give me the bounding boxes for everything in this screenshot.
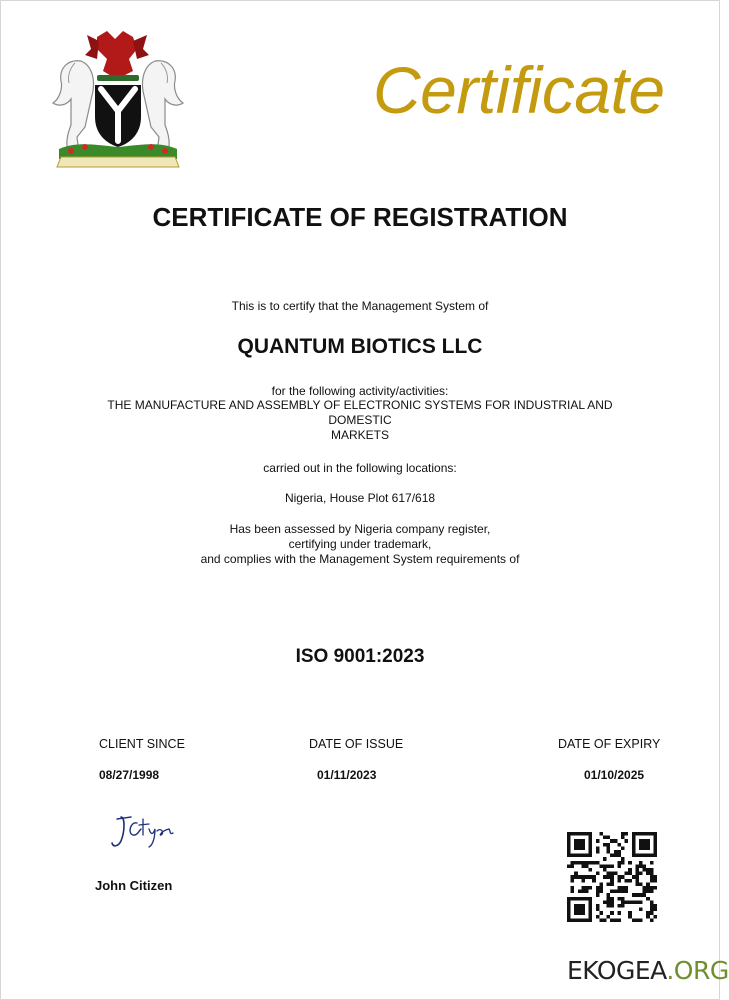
qr-module xyxy=(639,864,643,868)
qr-module xyxy=(646,872,650,876)
qr-module xyxy=(610,900,614,904)
qr-module xyxy=(625,832,629,836)
qr-module xyxy=(646,882,650,886)
qr-module xyxy=(617,854,621,858)
coat-of-arms-emblem xyxy=(37,29,199,171)
qr-module xyxy=(599,832,603,836)
qr-module xyxy=(614,839,618,843)
activity-line-2: DOMESTIC xyxy=(328,413,392,427)
qr-module xyxy=(571,890,575,894)
qr-module xyxy=(621,897,625,901)
watermark-brand-name: EKOGEA xyxy=(567,956,667,985)
qr-module xyxy=(581,886,585,890)
date-of-expiry-label: DATE OF EXPIRY xyxy=(558,737,661,751)
qr-module xyxy=(639,839,650,850)
qr-module xyxy=(653,886,657,890)
qr-module xyxy=(592,861,596,865)
qr-module xyxy=(610,854,614,858)
qr-module xyxy=(646,915,650,919)
qr-module xyxy=(628,911,632,915)
right-horse-icon xyxy=(143,61,184,153)
motto-ribbon xyxy=(57,157,179,167)
date-of-expiry-value: 01/10/2025 xyxy=(584,768,645,782)
qr-module xyxy=(585,890,589,894)
qr-module xyxy=(610,839,614,843)
qr-module xyxy=(639,908,643,912)
qr-module xyxy=(639,900,643,904)
qr-module xyxy=(610,918,614,922)
qr-module xyxy=(596,861,600,865)
qr-module xyxy=(614,872,618,876)
qr-module xyxy=(650,886,654,890)
qr-module xyxy=(617,897,621,901)
qr-module xyxy=(625,839,629,843)
qr-module xyxy=(607,875,611,879)
qr-module xyxy=(643,890,647,894)
qr-module xyxy=(646,886,650,890)
qr-module xyxy=(578,890,582,894)
qr-module xyxy=(621,861,625,865)
qr-module xyxy=(571,875,575,879)
qr-module xyxy=(650,872,654,876)
qr-module xyxy=(621,857,625,861)
qr-module xyxy=(643,893,647,897)
qr-module xyxy=(614,890,618,894)
qr-module xyxy=(610,882,614,886)
qr-module xyxy=(628,872,632,876)
qr-module xyxy=(596,872,600,876)
qr-module xyxy=(625,872,629,876)
qr-module xyxy=(617,843,621,847)
qr-module xyxy=(650,861,654,865)
qr-module xyxy=(581,890,585,894)
certificate-title: CERTIFICATE OF REGISTRATION xyxy=(152,202,568,232)
qr-module xyxy=(635,879,639,883)
qr-module xyxy=(646,897,650,901)
qr-module xyxy=(603,836,607,840)
qr-module xyxy=(632,875,636,879)
watermark-brand xyxy=(567,956,729,985)
qr-module xyxy=(571,864,575,868)
qr-module xyxy=(581,879,585,883)
qr-module xyxy=(596,915,600,919)
qr-module xyxy=(592,879,596,883)
qr-module xyxy=(610,897,614,901)
qr-module xyxy=(650,890,654,894)
qr-module xyxy=(610,875,614,879)
qr-module xyxy=(610,911,614,915)
qr-module xyxy=(603,857,607,861)
qr-module xyxy=(621,900,625,904)
qr-module xyxy=(635,882,639,886)
assessed-line-1: Has been assessed by Nigeria company register, xyxy=(229,522,491,536)
activity-line-3: MARKETS xyxy=(330,428,389,442)
client-since-value: 08/27/1998 xyxy=(99,768,160,782)
qr-module xyxy=(650,900,654,904)
qr-module xyxy=(610,864,614,868)
qr-module xyxy=(635,872,639,876)
qr-module xyxy=(646,890,650,894)
signatory-name: John Citizen xyxy=(95,878,173,893)
certificate-script-title: Certificate xyxy=(373,53,665,127)
qr-module xyxy=(571,861,575,865)
qr-module xyxy=(599,918,603,922)
qr-module xyxy=(599,864,603,868)
qr-module xyxy=(617,890,621,894)
qr-module xyxy=(628,868,632,872)
qr-module xyxy=(607,843,611,847)
watermark-tld: .ORG xyxy=(666,956,729,985)
qr-module xyxy=(617,850,621,854)
qr-module xyxy=(621,890,625,894)
qr-module xyxy=(599,886,603,890)
qr-module xyxy=(599,890,603,894)
qr-module xyxy=(614,850,618,854)
qr-module xyxy=(574,839,585,850)
qr-module xyxy=(625,890,629,894)
date-of-issue-label: DATE OF ISSUE xyxy=(309,737,404,751)
qr-module xyxy=(574,861,578,865)
qr-module xyxy=(625,900,629,904)
qr-module xyxy=(643,886,647,890)
qr-module xyxy=(632,893,636,897)
qr-module xyxy=(607,846,611,850)
qr-module xyxy=(603,900,607,904)
qr-module xyxy=(571,879,575,883)
qr-module xyxy=(607,904,611,908)
qr-module xyxy=(625,879,629,883)
qr-module xyxy=(596,850,600,854)
client-since-label: CLIENT SINCE xyxy=(99,737,185,751)
locations-intro: carried out in the following locations: xyxy=(263,461,457,475)
qr-module xyxy=(621,875,625,879)
date-of-issue-value: 01/11/2023 xyxy=(317,768,377,782)
qr-module xyxy=(585,886,589,890)
qr-module xyxy=(603,918,607,922)
qr-module xyxy=(585,861,589,865)
iso-standard: ISO 9001:2023 xyxy=(295,646,425,667)
location: Nigeria, House Plot 617/618 xyxy=(284,491,436,505)
qr-module xyxy=(610,872,614,876)
qr-module xyxy=(650,918,654,922)
qr-module xyxy=(607,850,611,854)
activity-intro: for the following activity/activities: xyxy=(271,384,449,398)
qr-module xyxy=(607,836,611,840)
qr-module xyxy=(646,868,650,872)
qr-module xyxy=(639,882,643,886)
qr-module xyxy=(639,861,643,865)
qr-module xyxy=(632,900,636,904)
left-horse-icon xyxy=(53,61,94,153)
qr-module xyxy=(596,890,600,894)
qr-module xyxy=(596,846,600,850)
qr-module xyxy=(607,900,611,904)
qr-module xyxy=(639,893,643,897)
qr-module xyxy=(589,875,593,879)
qr-module xyxy=(607,872,611,876)
qr-module xyxy=(578,875,582,879)
qr-module xyxy=(607,897,611,901)
eagle-icon xyxy=(85,31,149,81)
qr-module xyxy=(621,886,625,890)
company-name: QUANTUM BIOTICS LLC xyxy=(237,335,483,358)
qr-module xyxy=(589,886,593,890)
qr-module xyxy=(607,882,611,886)
qr-module xyxy=(617,918,621,922)
qr-module xyxy=(596,886,600,890)
qr-module xyxy=(628,915,632,919)
qr-module xyxy=(581,861,585,865)
qr-module xyxy=(650,868,654,872)
qr-module xyxy=(574,872,578,876)
qr-module xyxy=(589,861,593,865)
qr-module xyxy=(614,918,618,922)
qr-module xyxy=(592,875,596,879)
qr-module xyxy=(650,911,654,915)
qr-module xyxy=(603,843,607,847)
qr-module xyxy=(653,904,657,908)
qr-module xyxy=(617,904,621,908)
qr-module xyxy=(610,879,614,883)
qr-module xyxy=(614,854,618,858)
qr-module xyxy=(635,875,639,879)
qr-code-icon xyxy=(567,832,657,922)
qr-module xyxy=(596,904,600,908)
qr-module xyxy=(650,879,654,883)
qr-module xyxy=(585,864,589,868)
qr-module xyxy=(581,864,585,868)
qr-module xyxy=(635,868,639,872)
qr-module xyxy=(635,900,639,904)
qr-module xyxy=(639,918,643,922)
activity-line-1: THE MANUFACTURE AND ASSEMBLY OF ELECTRONIC SYSTEMS FOR INDUSTRIAL AND xyxy=(107,398,613,412)
qr-module xyxy=(628,879,632,883)
qr-module xyxy=(621,846,625,850)
qr-module xyxy=(596,893,600,897)
qr-module xyxy=(607,893,611,897)
qr-module xyxy=(635,864,639,868)
qr-module xyxy=(628,900,632,904)
qr-module xyxy=(571,886,575,890)
qr-module xyxy=(581,875,585,879)
qr-module xyxy=(617,911,621,915)
certify-intro: This is to certify that the Management System of xyxy=(231,299,489,313)
qr-module xyxy=(635,918,639,922)
qr-module xyxy=(585,875,589,879)
shield-icon xyxy=(95,85,141,147)
qr-module xyxy=(589,868,593,872)
qr-module xyxy=(617,879,621,883)
qr-module xyxy=(603,864,607,868)
signature-image xyxy=(109,811,175,851)
qr-module xyxy=(617,886,621,890)
qr-module xyxy=(650,904,654,908)
qr-module xyxy=(621,832,625,836)
qr-module xyxy=(650,875,654,879)
qr-module xyxy=(653,875,657,879)
qr-module xyxy=(596,908,600,912)
qr-module xyxy=(628,861,632,865)
qr-module xyxy=(607,915,611,919)
qr-module xyxy=(653,915,657,919)
qr-module xyxy=(610,904,614,908)
qr-module xyxy=(621,904,625,908)
qr-module xyxy=(643,864,647,868)
qr-module xyxy=(653,879,657,883)
assessed-line-3: and complies with the Management System requirements of xyxy=(200,552,520,566)
qr-module xyxy=(603,868,607,872)
assessed-line-2: certifying under trademark, xyxy=(288,537,432,551)
qr-module xyxy=(574,875,578,879)
qr-module xyxy=(625,886,629,890)
qr-module xyxy=(567,864,571,868)
qr-module xyxy=(643,868,647,872)
qr-module xyxy=(610,890,614,894)
qr-module xyxy=(617,864,621,868)
qr-module xyxy=(617,875,621,879)
qr-module xyxy=(607,864,611,868)
qr-module xyxy=(635,893,639,897)
qr-module xyxy=(574,904,585,915)
qr-module xyxy=(603,875,607,879)
qr-module xyxy=(632,918,636,922)
qr-module xyxy=(639,872,643,876)
qr-module xyxy=(653,908,657,912)
qr-module xyxy=(596,839,600,843)
qr-module xyxy=(646,911,650,915)
qr-module xyxy=(599,911,603,915)
qr-module xyxy=(650,908,654,912)
qr-module xyxy=(578,861,582,865)
qr-module xyxy=(599,882,603,886)
qr-module xyxy=(617,861,621,865)
qr-module xyxy=(621,836,625,840)
